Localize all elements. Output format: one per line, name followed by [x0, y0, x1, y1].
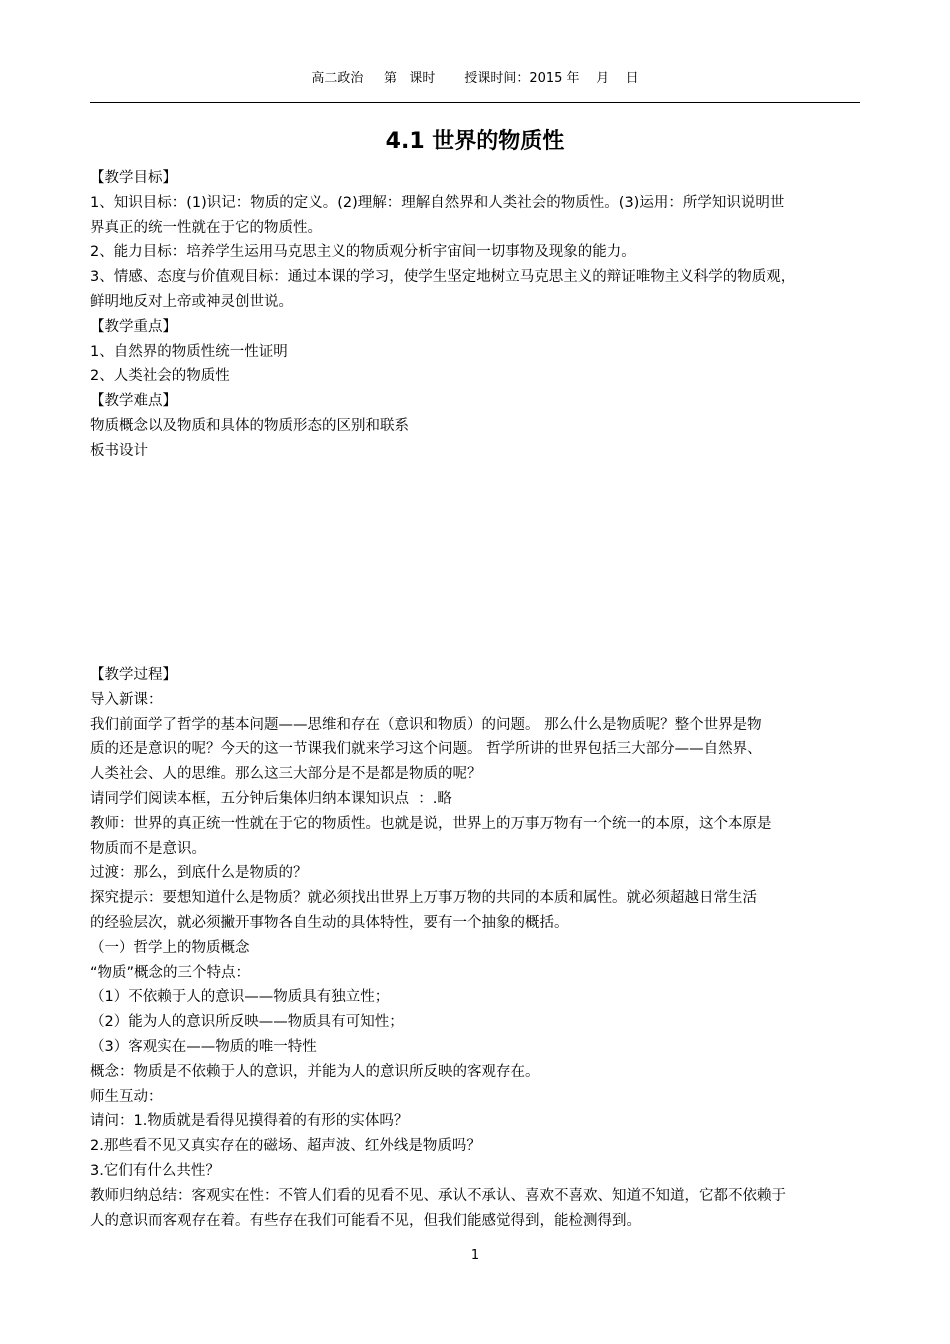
text-line: 3.它们有什么共性？ — [90, 1162, 220, 1179]
text-line: 探究提示：要想知道什么是物质？就必须找出世界上万事万物的共同的本质和属性。就必须超越日常生活 — [90, 890, 757, 907]
section-heading-goals: 【教学目标】 — [90, 170, 177, 186]
text-line: 师生互动： — [90, 1088, 163, 1105]
teaching-goals-section — [90, 166, 870, 464]
text-line: 2、人类社会的物质性 — [90, 368, 230, 385]
text-line: 物质而不是意识。 — [90, 840, 206, 857]
text-line: 过渡：那么，到底什么是物质的？ — [90, 865, 308, 882]
text-line: （3）客观实在——物质的唯一特性 — [90, 1038, 317, 1055]
text-line: 教师归纳总结：客观实在性：不管人们看的见看不见、承认不承认、喜欢不喜欢、知道不知道，它都不依赖于 — [90, 1187, 786, 1204]
text-line: 我们前面学了哲学的基本问题——思维和存在（意识和物质）的问题。 那么什么是物质呢？整个世界是物 — [90, 716, 762, 733]
text-line: 教师：世界的真正统一性就在于它的物质性。也就是说，世界上的万事万物有一个统一的本原，这个本原是 — [90, 815, 772, 832]
page-number: 1 — [470, 1248, 480, 1263]
section-heading-process: 【教学过程】 — [90, 667, 177, 683]
text-line: 物质概念以及物质和具体的物质形态的区别和联系 — [90, 417, 409, 434]
text-line: （1）不依赖于人的意识——物质具有独立性； — [90, 989, 390, 1006]
text-line: 2、能力目标：培养学生运用马克思主义的物质观分析宇宙间一切事物及现象的能力。 — [90, 244, 636, 261]
text-line: 界真正的统一性就在于它的物质性。 — [90, 219, 322, 236]
text-line: 2.那些看不见又真实存在的磁场、超声波、红外线是物质吗？ — [90, 1138, 481, 1155]
text-line: 的经验层次，就必须撇开事物各自生动的具体特性，要有一个抽象的概括。 — [90, 914, 569, 931]
text-line: 质的还是意识的呢？今天的这一节课我们就来学习这个问题。 哲学所讲的世界包括三大部分——自然界、 — [90, 741, 762, 758]
text-line: 请问：1.物质就是看得见摸得着的有形的实体吗？ — [90, 1113, 409, 1130]
text-line: 请同学们阅读本框，五分钟后集体归纳本课知识点 ：.略 — [90, 790, 452, 807]
section-heading-difficulties: 【教学难点】 — [90, 393, 177, 410]
text-line: （2）能为人的意识所反映——物质具有可知性； — [90, 1014, 404, 1031]
header-divider — [90, 102, 860, 103]
text-line: 1、知识目标：(1)识记：物质的定义。(2)理解：理解自然界和人类社会的物质性。(3)运用：所学知识说明世 — [90, 194, 785, 211]
text-line: （一）哲学上的物质概念 — [90, 939, 250, 956]
text-line: 导入新课： — [90, 691, 163, 708]
text-line: 人的意识而客观存在着。有些存在我们可能看不见，但我们能感觉得到，能检测得到。 — [90, 1212, 641, 1229]
teaching-process-section — [90, 663, 870, 1233]
text-line: 3、情感、态度与价值观目标：通过本课的学习，使学生坚定地树立马克思主义的辩证唯物主义科学的物质观， — [90, 269, 796, 286]
page-header: 高二政治 第 课时 授课时间：2015 年 月 日 — [311, 71, 639, 86]
text-line: 概念：物质是不依赖于人的意识，并能为人的意识所反映的客观存在。 — [90, 1063, 540, 1080]
text-line: 鲜明地反对上帝或神灵创世说。 — [90, 293, 293, 310]
text-line: 人类社会、人的思维。那么这三大部分是不是都是物质的呢？ — [90, 766, 482, 783]
text-line: “物质”概念的三个特点： — [90, 964, 251, 981]
board-design-label: 板书设计 — [90, 442, 148, 459]
section-heading-key-points: 【教学重点】 — [90, 318, 177, 335]
document-title: 4.1 世界的物质性 — [385, 129, 565, 154]
text-line: 1、自然界的物质性统一性证明 — [90, 343, 288, 360]
